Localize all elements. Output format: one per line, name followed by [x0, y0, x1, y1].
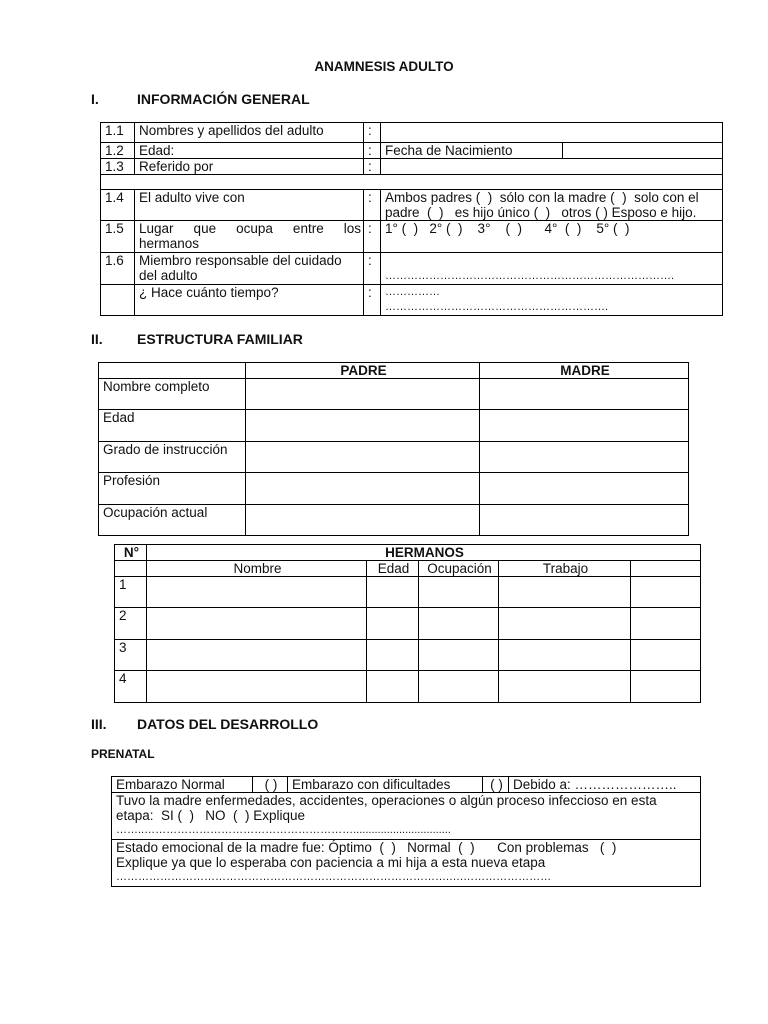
dotted-line: ……..…………………………………………………................................ [116, 824, 451, 836]
sibling-position-options[interactable]: 1° ( ) 2° ( ) 3° ( ) 4° ( ) 5° ( ) [381, 221, 723, 253]
referred-by-field[interactable] [381, 159, 723, 175]
sibling-cell[interactable] [367, 577, 419, 608]
colon: : [364, 253, 381, 285]
lives-with-line-2: padre ( ) es hijo único ( ) otros ( ) Esposo e hijo. [385, 205, 697, 220]
sibling-cell[interactable] [499, 671, 631, 703]
field-label: ¿ Hace cuánto tiempo? [135, 285, 364, 316]
sibling-row [115, 577, 701, 608]
sibling-cell[interactable] [419, 671, 499, 703]
field-label [135, 221, 364, 253]
sibling-row [115, 608, 701, 640]
dotted-line: ……………………………………………………. [385, 301, 609, 313]
illness-question[interactable] [112, 793, 701, 840]
parents-table [98, 362, 689, 536]
father-cell[interactable] [246, 442, 480, 473]
dotted-line: ……………………………………………………………………………….….…………………… [116, 871, 552, 883]
dotted-line: ……………………………………………………………………. [385, 270, 675, 282]
field-label [135, 253, 364, 285]
field-label-line-1: Miembro responsable del cuidado [139, 253, 342, 268]
parents-row [99, 473, 689, 505]
colon: : [364, 159, 381, 175]
row-number: 4 [115, 671, 147, 703]
row-label: Profesión [99, 473, 246, 505]
mother-cell[interactable] [480, 473, 689, 505]
row-number: 1.6 [101, 253, 135, 285]
col-name: Nombre [147, 561, 367, 577]
section-3-title: DATOS DEL DESARROLLO [137, 716, 319, 732]
full-name-field[interactable] [381, 123, 723, 143]
emotional-state-line-2: Explique ya que lo esperaba con paciencia a mi hija a esta nueva etapa [116, 855, 546, 870]
parents-row [99, 505, 689, 536]
pregnancy-type-row [112, 777, 701, 793]
row-number: 3 [115, 640, 147, 671]
mother-cell[interactable] [480, 410, 689, 442]
section-1-number: I. [91, 91, 99, 107]
illness-question-line-2: etapa: SI ( ) NO ( ) Explique [116, 808, 306, 823]
emotional-state-row [112, 840, 701, 887]
col-father: PADRE [246, 363, 480, 379]
father-cell[interactable] [246, 379, 480, 410]
colon: : [364, 285, 381, 316]
normal-pregnancy-check[interactable]: ( ) [253, 777, 288, 793]
sibling-cell[interactable] [147, 640, 367, 671]
row-1-4 [101, 190, 723, 221]
sibling-cell[interactable] [631, 640, 701, 671]
parents-row [99, 410, 689, 442]
sibling-row [115, 640, 701, 671]
emotional-state-question[interactable] [112, 840, 701, 887]
row-number: 1.5 [101, 221, 135, 253]
col-age: Edad [367, 561, 419, 577]
col-mother: MADRE [480, 363, 689, 379]
row-1-6 [101, 253, 723, 285]
parents-row [99, 442, 689, 473]
field-label-line-1: Lugar que ocupa entre los [139, 221, 361, 236]
document-title: ANAMNESIS ADULTO [314, 59, 454, 74]
illness-question-line-1: Tuvo la madre enfermedades, accidentes, operaciones o algún proceso infeccioso en esta [116, 793, 657, 808]
colon: : [364, 190, 381, 221]
row-label: Grado de instrucción [99, 442, 246, 473]
sibling-cell[interactable] [367, 671, 419, 703]
row-number: 1.2 [101, 143, 135, 159]
field-label: Edad: [135, 143, 364, 159]
parents-row [99, 379, 689, 410]
section-3-number: III. [91, 716, 107, 732]
siblings-columns-row [115, 561, 701, 577]
dotted-line: …………… [385, 286, 440, 298]
row-number: 1.3 [101, 159, 135, 175]
sibling-cell[interactable] [147, 671, 367, 703]
father-cell[interactable] [246, 410, 480, 442]
row-1-2 [101, 143, 723, 159]
sibling-cell[interactable] [367, 640, 419, 671]
row-1-7 [101, 285, 723, 316]
time-elapsed-field[interactable] [381, 285, 723, 316]
birth-date-label: Fecha de Nacimiento [381, 143, 563, 159]
row-1-1 [101, 123, 723, 143]
row-label: Nombre completo [99, 379, 246, 410]
sibling-cell[interactable] [499, 608, 631, 640]
normal-pregnancy-label: Embarazo Normal [112, 777, 253, 793]
general-info-table [100, 122, 723, 316]
sibling-cell[interactable] [147, 577, 367, 608]
difficult-pregnancy-check[interactable]: ( ) [483, 777, 509, 793]
row-number: 1 [115, 577, 147, 608]
row-1-5 [101, 221, 723, 253]
row-number: 2 [115, 608, 147, 640]
father-cell[interactable] [246, 473, 480, 505]
responsible-member-field[interactable] [381, 253, 723, 285]
siblings-table [114, 544, 701, 703]
field-label-line-2: del adulto [139, 268, 198, 283]
sibling-cell[interactable] [631, 577, 701, 608]
section-1-heading [91, 91, 491, 109]
sibling-row [115, 671, 701, 703]
sibling-cell[interactable] [367, 608, 419, 640]
col-work: Trabajo [499, 561, 631, 577]
mother-cell[interactable] [480, 442, 689, 473]
prenatal-subheading: PRENATAL [91, 747, 155, 761]
field-label: Nombres y apellidos del adulto [135, 123, 364, 143]
spacer-row [101, 175, 723, 190]
illness-row [112, 793, 701, 840]
colon: : [364, 143, 381, 159]
section-2-number: II. [91, 331, 103, 347]
sibling-cell[interactable] [631, 608, 701, 640]
row-number: 1.1 [101, 123, 135, 143]
reason-field[interactable]: Debido a: ………………….. [509, 777, 701, 793]
col-occupation: Ocupación [419, 561, 499, 577]
lives-with-options[interactable] [381, 190, 723, 221]
sibling-cell[interactable] [419, 608, 499, 640]
sibling-cell[interactable] [419, 640, 499, 671]
siblings-header-row [115, 545, 701, 561]
row-1-3 [101, 159, 723, 175]
sibling-cell[interactable] [499, 577, 631, 608]
difficult-pregnancy-label: Embarazo con dificultades [288, 777, 483, 793]
colon: : [364, 123, 381, 143]
field-label: El adulto vive con [135, 190, 364, 221]
row-label: Edad [99, 410, 246, 442]
colon: : [364, 221, 381, 253]
row-number: 1.4 [101, 190, 135, 221]
emotional-state-line-1: Estado emocional de la madre fue: Óptimo ( ) Normal ( ) Con problemas ( ) [116, 840, 617, 855]
mother-cell[interactable] [480, 505, 689, 536]
sibling-cell[interactable] [499, 640, 631, 671]
section-2-title: ESTRUCTURA FAMILIAR [137, 331, 303, 347]
sibling-cell[interactable] [631, 671, 701, 703]
father-cell[interactable] [246, 505, 480, 536]
section-3-heading [91, 716, 491, 734]
mother-cell[interactable] [480, 379, 689, 410]
col-number: N° [115, 545, 147, 561]
lives-with-line-1: Ambos padres ( ) sólo con la madre ( ) solo con el [385, 190, 699, 205]
prenatal-table [111, 776, 701, 887]
field-label-line-2: hermanos [139, 236, 200, 251]
siblings-title: HERMANOS [147, 545, 701, 561]
section-2-heading [91, 331, 491, 349]
section-1-title: INFORMACIÓN GENERAL [137, 91, 310, 107]
parents-header-row [99, 363, 689, 379]
sibling-cell[interactable] [419, 577, 499, 608]
birth-date-field[interactable] [563, 143, 723, 159]
sibling-cell[interactable] [147, 608, 367, 640]
field-label: Referido por [135, 159, 364, 175]
row-label: Ocupación actual [99, 505, 246, 536]
